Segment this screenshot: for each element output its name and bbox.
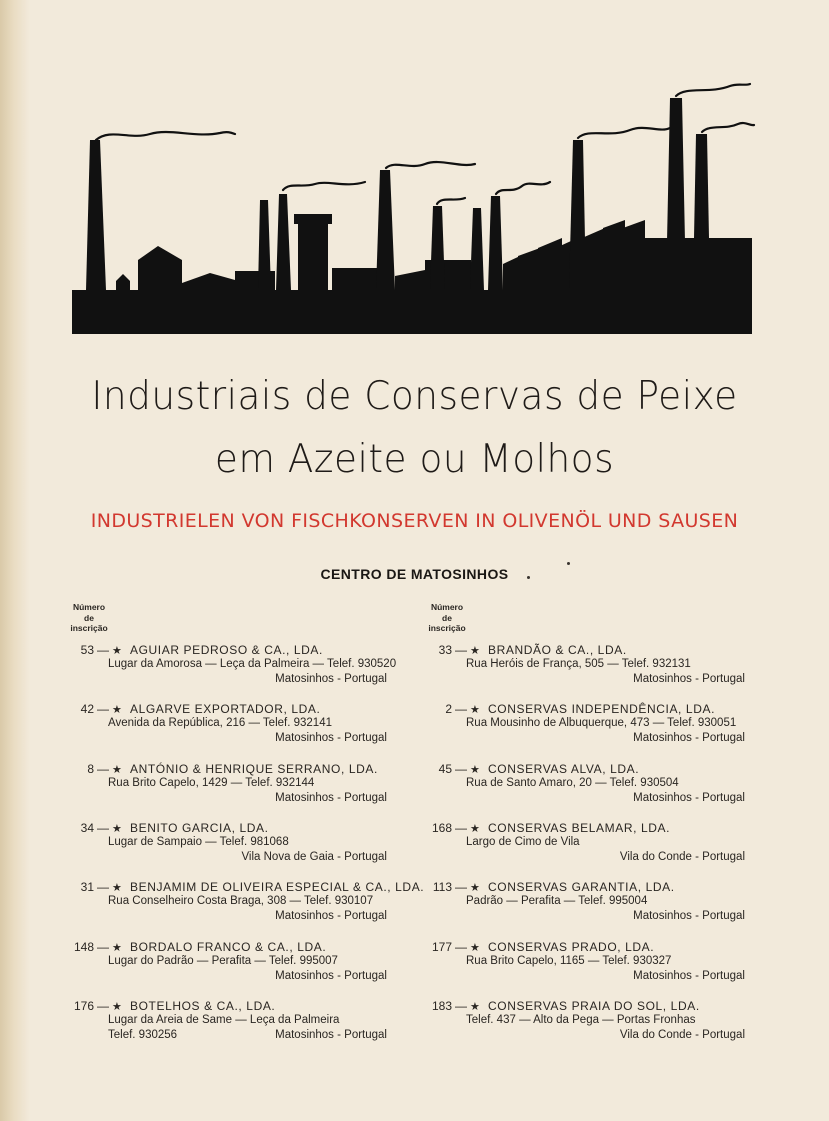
company-entry: 53 — ★ AGUIAR PEDROSO & CA., LDA. Lugar da Amorosa — Leça da Palmeira — Telef. 930520 Matosinhos - Portugal (62, 643, 422, 699)
company-name: BRANDÃO & CA., LDA. (488, 643, 627, 657)
company-entry: 183 — ★ CONSERVAS PRAIA DO SOL, LDA. Telef. 437 — Alto da Pega — Portas Fronhas Vila do Conde - Portugal (420, 999, 780, 1055)
star-icon: ★ (470, 704, 480, 716)
company-address: Lugar da Amorosa — Leça da Palmeira — Telef. 930520 (108, 658, 397, 670)
company-location: Matosinhos - Portugal (633, 910, 745, 922)
company-name: CONSERVAS ALVA, LDA. (488, 762, 640, 776)
company-telephone: Telef. 930256 (108, 1029, 178, 1041)
company-entry: 45 — ★ CONSERVAS ALVA, LDA. Rua de Santo Amaro, 20 — Telef. 930504 Matosinhos - Portugal (420, 762, 780, 818)
registration-number: 42 (80, 702, 94, 716)
company-location: Matosinhos - Portugal (275, 1029, 387, 1041)
company-name: BOTELHOS & CA., LDA. (130, 999, 276, 1013)
company-location: Matosinhos - Portugal (275, 970, 387, 982)
registration-number: 148 (73, 940, 94, 954)
page-title-line-1: Industriais de Conservas de Peixe (91, 374, 738, 419)
registration-number: 34 (80, 821, 94, 835)
company-address: Lugar de Sampaio — Telef. 981068 (108, 836, 289, 848)
star-icon: ★ (112, 823, 122, 835)
company-address: Padrão — Perafita — Telef. 995004 (466, 895, 648, 907)
company-entry: 42 — ★ ALGARVE EXPORTADOR, LDA. Avenida da República, 216 — Telef. 932141 Matosinhos - Portugal (62, 702, 422, 758)
registration-number-heading-left: Número de inscrição (70, 602, 108, 633)
company-entry: 8 — ★ ANTÓNIO & HENRIQUE SERRANO, LDA. Rua Brito Capelo, 1429 — Telef. 932144 Matosinhos - Portugal (62, 762, 422, 818)
company-name: BENITO GARCIA, LDA. (130, 821, 269, 835)
registration-number: 33 (438, 643, 452, 657)
company-entry: 2 — ★ CONSERVAS INDEPENDÊNCIA, LDA. Rua Mousinho de Albuquerque, 473 — Telef. 930051 Matosinhos - Portugal (420, 702, 780, 758)
company-name: CONSERVAS PRADO, LDA. (488, 940, 655, 954)
company-address: Lugar da Areia de Same — Leça da Palmeira (108, 1014, 340, 1026)
company-location: Vila do Conde - Portugal (619, 851, 745, 863)
company-entry: 113 — ★ CONSERVAS GARANTIA, LDA. Padrão — Perafita — Telef. 995004 Matosinhos - Portugal (420, 880, 780, 936)
company-address: Avenida da República, 216 — Telef. 932141 (108, 717, 332, 729)
star-icon: ★ (470, 823, 480, 835)
print-speck (527, 576, 530, 579)
star-icon: ★ (470, 764, 480, 776)
company-entry: 33 — ★ BRANDÃO & CA., LDA. Rua Heróis de França, 505 — Telef. 932131 Matosinhos - Portugal (420, 643, 780, 699)
star-icon: ★ (470, 942, 480, 954)
company-address: Lugar do Padrão — Perafita — Telef. 995007 (108, 955, 338, 967)
registration-number: 8 (87, 762, 94, 776)
company-address: Rua Brito Capelo, 1165 — Telef. 930327 (466, 955, 672, 967)
company-name: CONSERVAS PRAIA DO SOL, LDA. (488, 999, 700, 1013)
star-icon: ★ (470, 1001, 480, 1013)
company-location: Matosinhos - Portugal (275, 673, 387, 685)
star-icon: ★ (112, 704, 122, 716)
company-entry: 34 — ★ BENITO GARCIA, LDA. Lugar de Sampaio — Telef. 981068 Vila Nova de Gaia - Portugal (62, 821, 422, 877)
page-binding-edge (0, 0, 30, 1121)
company-location: Matosinhos - Portugal (275, 732, 387, 744)
star-icon: ★ (112, 882, 122, 894)
registration-number: 113 (432, 880, 452, 894)
registration-number: 168 (431, 821, 452, 835)
company-name: ALGARVE EXPORTADOR, LDA. (130, 702, 321, 716)
company-entry: 177 — ★ CONSERVAS PRADO, LDA. Rua Brito Capelo, 1165 — Telef. 930327 Matosinhos - Portugal (420, 940, 780, 996)
company-address: Rua de Santo Amaro, 20 — Telef. 930504 (466, 777, 679, 789)
company-location: Matosinhos - Portugal (633, 673, 745, 685)
registration-number-heading-right: Número de inscrição (428, 602, 466, 633)
registration-number: 177 (431, 940, 452, 954)
company-name: BENJAMIM DE OLIVEIRA ESPECIAL & CA., LDA. (130, 880, 425, 894)
company-entry: 148 — ★ BORDALO FRANCO & CA., LDA. Lugar do Padrão — Perafita — Telef. 995007 Matosinhos - Portugal (62, 940, 422, 996)
star-icon: ★ (112, 1001, 122, 1013)
company-location: Vila Nova de Gaia - Portugal (241, 851, 387, 863)
company-address: Largo de Cimo de Vila (466, 836, 580, 848)
page-title-line-2: em Azeite ou Molhos (214, 437, 615, 482)
company-address: Rua Mousinho de Albuquerque, 473 — Telef. 930051 (466, 717, 737, 729)
registration-number: 2 (445, 702, 452, 716)
registration-number: 53 (80, 643, 94, 657)
section-heading: CENTRO DE MATOSINHOS (320, 566, 509, 582)
registration-number: 31 (80, 880, 94, 894)
star-icon: ★ (112, 645, 122, 657)
german-subtitle: INDUSTRIELEN VON FISCHKONSERVEN IN OLIVENÖL UND SAUSEN (90, 510, 739, 532)
company-entry: 176 — ★ BOTELHOS & CA., LDA. Lugar da Areia de Same — Leça da Palmeira Telef. 930256 Matosinhos - Portugal (62, 999, 422, 1055)
company-entry: 31 — ★ BENJAMIM DE OLIVEIRA ESPECIAL & CA., LDA. Rua Conselheiro Costa Braga, 308 — Telef. 930107 Matosinhos - Portugal (62, 880, 422, 936)
company-address: Rua Brito Capelo, 1429 — Telef. 932144 (108, 777, 315, 789)
company-name: AGUIAR PEDROSO & CA., LDA. (130, 643, 323, 657)
company-location: Matosinhos - Portugal (275, 910, 387, 922)
company-name: CONSERVAS BELAMAR, LDA. (488, 821, 671, 835)
company-name: ANTÓNIO & HENRIQUE SERRANO, LDA. (130, 762, 378, 776)
star-icon: ★ (112, 764, 122, 776)
company-address: Telef. 437 — Alto da Pega — Portas Fronhas (466, 1014, 696, 1026)
company-address: Rua Heróis de França, 505 — Telef. 932131 (466, 658, 691, 670)
star-icon: ★ (470, 882, 480, 894)
company-name: CONSERVAS INDEPENDÊNCIA, LDA. (488, 702, 716, 716)
company-location: Vila do Conde - Portugal (619, 1029, 745, 1041)
company-address: Rua Conselheiro Costa Braga, 308 — Telef. 930107 (108, 895, 374, 907)
company-name: BORDALO FRANCO & CA., LDA. (130, 940, 327, 954)
star-icon: ★ (470, 645, 480, 657)
company-location: Matosinhos - Portugal (275, 792, 387, 804)
company-name: CONSERVAS GARANTIA, LDA. (488, 880, 675, 894)
company-location: Matosinhos - Portugal (633, 970, 745, 982)
factory-skyline-illustration (70, 78, 760, 338)
registration-number: 176 (73, 999, 94, 1013)
star-icon: ★ (112, 942, 122, 954)
company-location: Matosinhos - Portugal (633, 732, 745, 744)
print-speck (567, 562, 570, 565)
registration-number: 183 (431, 999, 452, 1013)
registration-number: 45 (438, 762, 452, 776)
company-location: Matosinhos - Portugal (633, 792, 745, 804)
company-entry: 168 — ★ CONSERVAS BELAMAR, LDA. Largo de Cimo de Vila Vila do Conde - Portugal (420, 821, 780, 877)
